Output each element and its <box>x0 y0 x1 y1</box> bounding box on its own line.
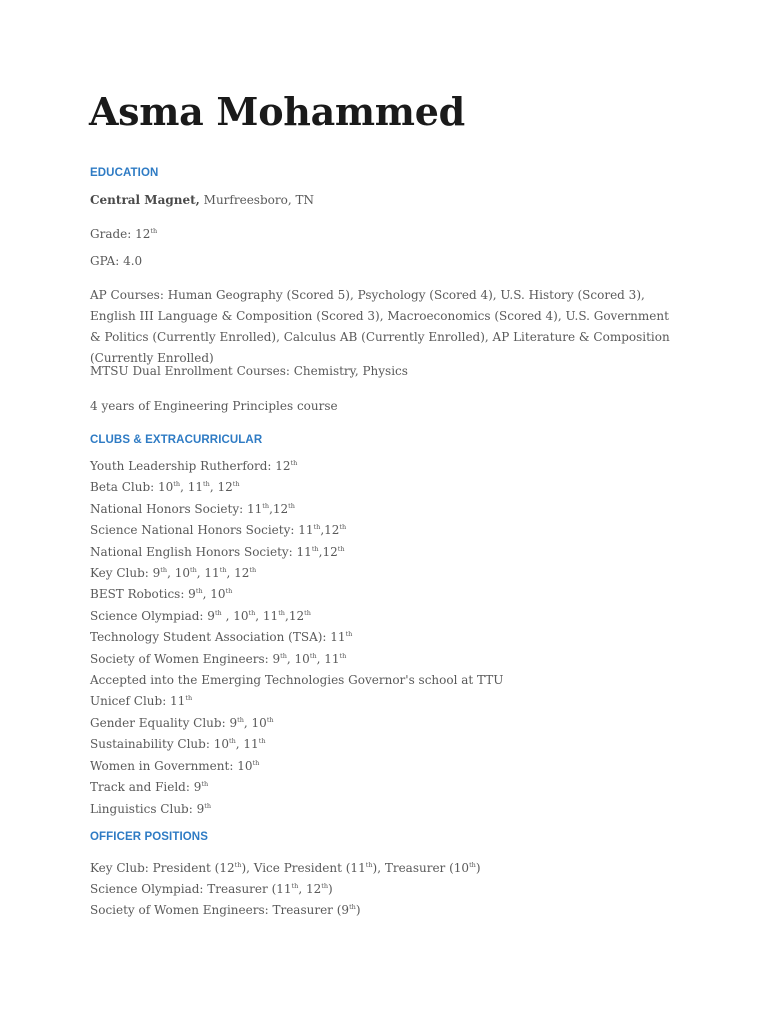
school-name: Central Magnet, <box>90 193 200 207</box>
school-line <box>90 190 680 211</box>
list-item: Women in Government: 10th <box>90 758 260 773</box>
list-item: Technology Student Association (TSA): 11th <box>90 630 353 645</box>
list-item: Youth Leadership Rutherford: 12th <box>90 459 298 473</box>
list-item: National Honors Society: 11th,12th <box>90 501 295 516</box>
list-item: National English Honors Society: 11th,12th <box>90 544 345 559</box>
list-item: Science National Honors Society: 11th,12th <box>90 523 347 538</box>
list-item: Unicef Club: 11th <box>90 694 193 709</box>
ap-courses: AP Courses: Human Geography (Scored 5), Psychology (Scored 4), U.S. History (Scored 3), English III Language & Composition (Scored 3), Macroeconomics (Scored 4), U.S. Government & Politics (Currently Enrolled), Calculus AB (Currently Enrolled), AP Literature & Composition (Currently Enrolled) <box>90 288 670 365</box>
grade-line: Grade: 12th <box>90 227 158 241</box>
list-item: Beta Club: 10th, 11th, 12th <box>90 480 240 495</box>
engineering-course: 4 years of Engineering Principles course <box>90 399 338 413</box>
school-location: Murfreesboro, TN <box>203 193 314 207</box>
list-item: Society of Women Engineers: Treasurer (9th) <box>90 903 361 918</box>
list-item: Gender Equality Club: 9th, 10th <box>90 715 274 730</box>
list-item: Accepted into the Emerging Technologies Governor's school at TTU <box>90 673 504 688</box>
officer-heading: OFFICER POSITIONS <box>90 831 208 843</box>
education-heading: EDUCATION <box>90 167 159 179</box>
list-item: Science Olympiad: 9th , 10th, 11th,12th <box>90 608 311 623</box>
clubs-list <box>90 456 503 820</box>
clubs-heading: CLUBS & EXTRACURRICULAR <box>90 434 263 446</box>
list-item: BEST Robotics: 9th, 10th <box>90 587 233 602</box>
list-item: Track and Field: 9th <box>90 780 209 795</box>
officer-list <box>90 858 481 922</box>
list-item: Key Club: President (12th), Vice President (11th), Treasurer (10th) <box>90 861 481 875</box>
list-item: Sustainability Club: 10th, 11th <box>90 737 266 752</box>
list-item: Science Olympiad: Treasurer (11th, 12th) <box>90 882 333 897</box>
dual-enrollment: MTSU Dual Enrollment Courses: Chemistry, Physics <box>90 364 408 378</box>
gpa-line: GPA: 4.0 <box>90 254 143 268</box>
list-item: Society of Women Engineers: 9th, 10th, 11th <box>90 651 347 666</box>
resume-name: Asma Mohammed <box>89 89 465 134</box>
list-item: Key Club: 9th, 10th, 11th, 12th <box>90 566 257 581</box>
list-item: Linguistics Club: 9th <box>90 801 212 816</box>
